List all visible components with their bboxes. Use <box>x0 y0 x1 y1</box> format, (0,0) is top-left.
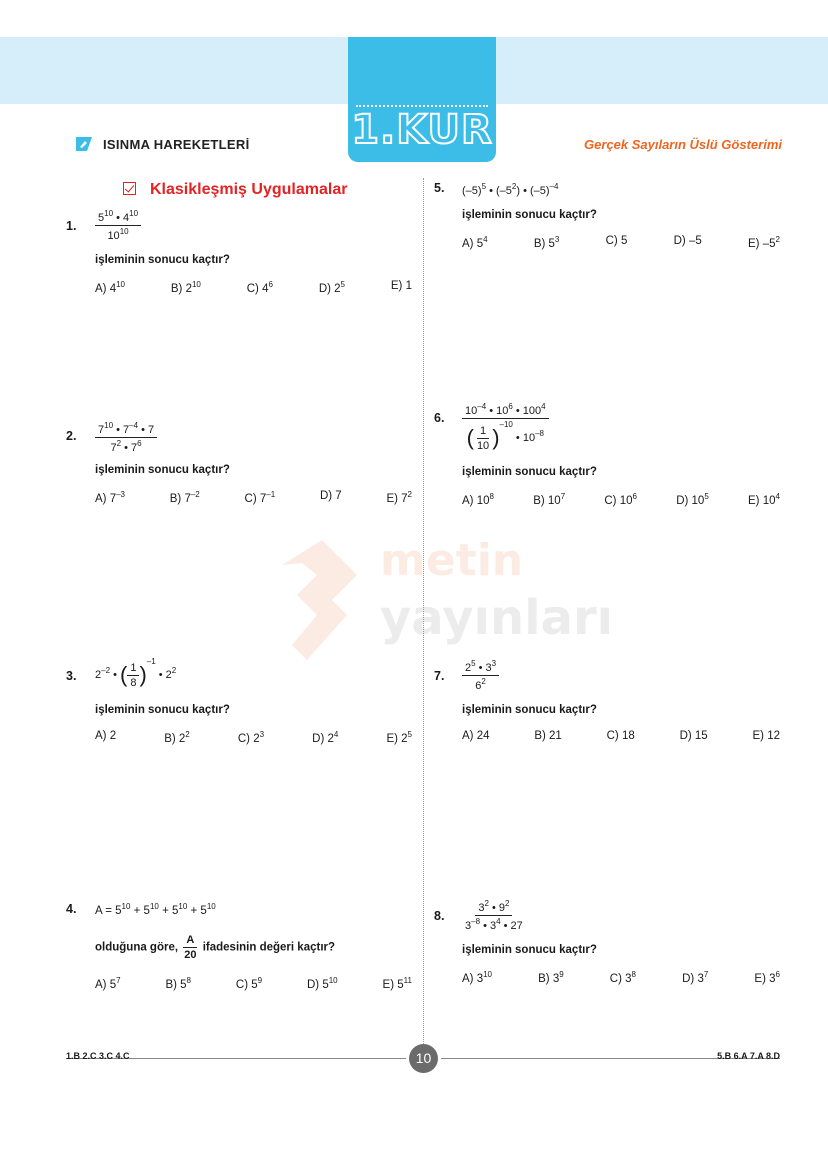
q7-option-d[interactable]: D) 15 <box>679 730 708 742</box>
section-title: ISINMA HAREKETLERİ <box>103 137 250 152</box>
q2-expression: $\frac{7^{10} • 7^{-4} • 7}{7^2 • 7^6}$ <box>95 421 157 454</box>
q7-options <box>462 730 780 742</box>
q6-number: 6. <box>434 411 445 425</box>
sub-heading <box>123 181 347 199</box>
q5-option-e[interactable]: E) $-5^2$ <box>748 235 780 250</box>
q6-option-c[interactable]: C) $10^6$ <box>604 492 637 507</box>
q8-option-d[interactable]: D) $3^7$ <box>682 970 709 985</box>
q4-option-b[interactable]: B) $5^8$ <box>165 976 191 991</box>
q6-option-b[interactable]: B) $10^7$ <box>533 492 566 507</box>
q1-expression: $\frac{5^{10} • 4^{10}}{10^{10}}$ <box>95 209 141 242</box>
q5-option-a[interactable]: A) $5^4$ <box>462 235 488 250</box>
q5-options <box>462 235 780 250</box>
q6-option-a[interactable]: A) $10^8$ <box>462 492 494 507</box>
q1-options <box>95 280 412 295</box>
answer-key-left: 1.B 2.C 3.C 4.C <box>66 1051 130 1061</box>
sub-heading-text: Klasikleşmiş Uygulamalar <box>150 181 348 198</box>
q4-option-c[interactable]: C) $5^9$ <box>235 976 263 991</box>
publisher-watermark <box>262 535 614 675</box>
q2-option-c[interactable]: C) $7^{-1}$ <box>244 490 276 505</box>
q1-prompt: işleminin sonucu kaçtır? <box>95 254 230 266</box>
kur-label: 1.KUR <box>351 107 493 153</box>
q4-option-e[interactable]: E) $5^{11}$ <box>382 976 412 991</box>
q8-option-a[interactable]: A) $3^{10}$ <box>462 970 492 985</box>
q2-options <box>95 490 412 505</box>
q1-option-e[interactable]: E) 1 <box>390 280 412 292</box>
watermark-line2: yayınları <box>380 590 614 646</box>
q2-option-b[interactable]: B) $7^{-2}$ <box>169 490 200 505</box>
q8-option-b[interactable]: B) $3^9$ <box>538 970 564 985</box>
q5-option-b[interactable]: B) $5^3$ <box>533 235 560 250</box>
q2-prompt: işleminin sonucu kaçtır? <box>95 464 230 476</box>
q7-prompt: işleminin sonucu kaçtır? <box>462 704 597 716</box>
watermark-logo-icon <box>262 535 372 665</box>
q6-option-d[interactable]: D) $10^5$ <box>676 492 709 507</box>
q4-number: 4. <box>66 902 77 916</box>
q6-expression: $10^{-4}$ • $10^6$ • $100^4$ ( $\frac{1}{10}$ ) $^{-10}$ • $10^{-8}$ <box>462 402 549 452</box>
q3-option-e[interactable]: E) $2^5$ <box>386 730 412 745</box>
q6-option-e[interactable]: E) $10^4$ <box>748 492 780 507</box>
q8-expression: $\frac{3^2 • 9^2}{3^{-8} • 3^4 • 27}$ <box>465 899 523 932</box>
q1-option-b[interactable]: B) $2^{10}$ <box>170 280 201 295</box>
q7-option-e[interactable]: E) 12 <box>752 730 780 742</box>
q7-option-c[interactable]: C) 18 <box>606 730 635 742</box>
q7-option-a[interactable]: A) 24 <box>462 730 490 742</box>
q8-options <box>462 970 780 985</box>
q1-option-a[interactable]: A) $4^{10}$ <box>95 280 125 295</box>
q1-number: 1. <box>66 219 77 233</box>
q3-expression: $2^{-2}$ • ( $\frac{1}{8}$ ) $^{-1}$ • $2^2$ <box>95 657 177 689</box>
q4-option-a[interactable]: A) $5^7$ <box>95 976 121 991</box>
q2-option-a[interactable]: A) $7^{-3}$ <box>95 490 125 505</box>
q6-options <box>462 492 780 507</box>
page-number: 10 <box>409 1044 438 1073</box>
q2-number: 2. <box>66 429 77 443</box>
column-divider <box>423 178 424 1044</box>
q8-number: 8. <box>434 909 445 923</box>
q5-prompt: işleminin sonucu kaçtır? <box>462 209 597 221</box>
q1-option-c[interactable]: C) $4^6$ <box>246 280 273 295</box>
q7-number: 7. <box>434 669 445 683</box>
q3-option-b[interactable]: B) $2^2$ <box>164 730 190 745</box>
q1-option-d[interactable]: D) $2^5$ <box>318 280 345 295</box>
q3-options <box>95 730 412 745</box>
q4-expression: $A = 5^{10} + 5^{10} + 5^{10} + 5^{10}$ <box>95 902 216 917</box>
topic-title: Gerçek Sayıların Üslü Gösterimi <box>584 137 782 152</box>
q5-number: 5. <box>434 181 445 195</box>
q3-option-d[interactable]: D) $2^4$ <box>312 730 339 745</box>
answer-key-right: 5.B 6.A 7.A 8.D <box>717 1051 780 1061</box>
publisher-logo-icon <box>74 135 94 153</box>
q2-option-e[interactable]: E) $7^2$ <box>386 490 412 505</box>
q3-option-c[interactable]: C) $2^3$ <box>237 730 265 745</box>
q8-prompt: işleminin sonucu kaçtır? <box>462 944 597 956</box>
q3-number: 3. <box>66 669 77 683</box>
q5-option-c[interactable]: C) 5 <box>605 235 628 247</box>
q8-option-c[interactable]: C) $3^8$ <box>609 970 636 985</box>
q4-prompt: olduğuna göre, $\frac{A}{20}$ ifadesinin değeri kaçtır? <box>95 934 336 961</box>
q6-prompt: işleminin sonucu kaçtır? <box>462 466 597 478</box>
checkbox-icon <box>123 182 136 195</box>
q5-option-d[interactable]: D) –5 <box>673 235 702 247</box>
kur-tab <box>348 37 496 162</box>
q7-expression: $\frac{2^5 • 3^3}{6^2}$ <box>462 659 499 692</box>
q5-expression: $(-5)^5$ • $(-5^2)$ • $(-5)^{-4}$ <box>462 182 559 197</box>
q2-option-d[interactable]: D) 7 <box>319 490 342 502</box>
q4-option-d[interactable]: D) $5^{10}$ <box>307 976 338 991</box>
watermark-line1: metin <box>380 535 524 586</box>
q4-options <box>95 976 412 991</box>
q3-prompt: işleminin sonucu kaçtır? <box>95 704 230 716</box>
q3-option-a[interactable]: A) 2 <box>95 730 117 742</box>
q8-option-e[interactable]: E) $3^6$ <box>754 970 780 985</box>
q7-option-b[interactable]: B) 21 <box>534 730 562 742</box>
